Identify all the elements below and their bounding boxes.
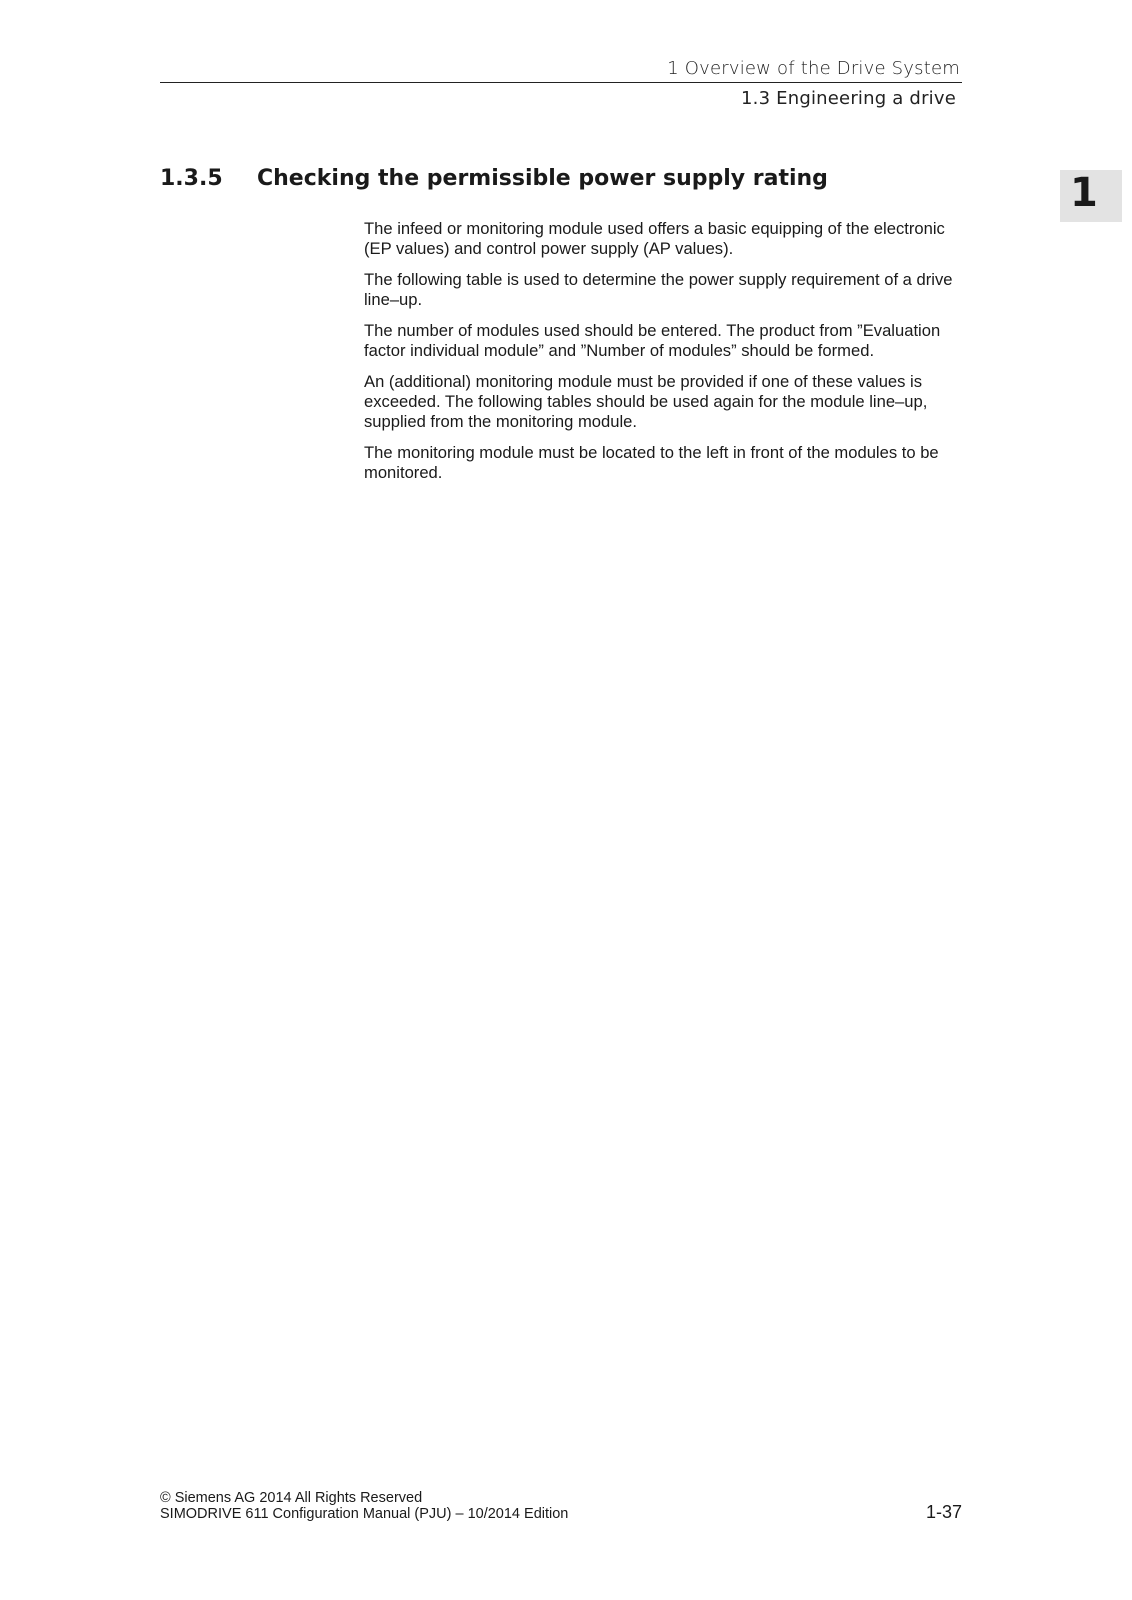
body-text [364, 219, 964, 494]
page-number: 1-37 [925, 1502, 962, 1522]
section-title: Checking the permissible power supply rating [257, 166, 828, 191]
chapter-tab-number: 1 [1070, 170, 1098, 216]
footer-copyright: © Siemens AG 2014 All Rights Reserved [160, 1490, 423, 1506]
paragraph: The monitoring module must be located to the left in front of the modules to be monitored. [364, 443, 939, 482]
paragraph: The number of modules used should be entered. The product from ”Evaluation factor individual module” and ”Number of modules” should be formed. [364, 321, 941, 360]
section-number: 1.3.5 [160, 166, 223, 191]
paragraph: The infeed or monitoring module used offers a basic equipping of the electronic (EP values) and control power supply (AP values). [364, 219, 945, 258]
paragraph: The following table is used to determine the power supply requirement of a drive line–up. [364, 270, 953, 309]
header-chapter-title: 1 Overview of the Drive System [667, 58, 960, 79]
chapter-tab [1060, 170, 1122, 222]
footer [160, 1490, 568, 1522]
footer-manual-title: SIMODRIVE 611 Configuration Manual (PJU) – 10/2014 Edition [160, 1506, 569, 1522]
paragraph: An (additional) monitoring module must be provided if one of these values is exceeded. The following tables should be used again for the module line–up, supplied from the monitoring module. [364, 372, 928, 431]
header-section-title: 1.3 Engineering a drive [741, 88, 956, 109]
running-header [160, 58, 962, 83]
